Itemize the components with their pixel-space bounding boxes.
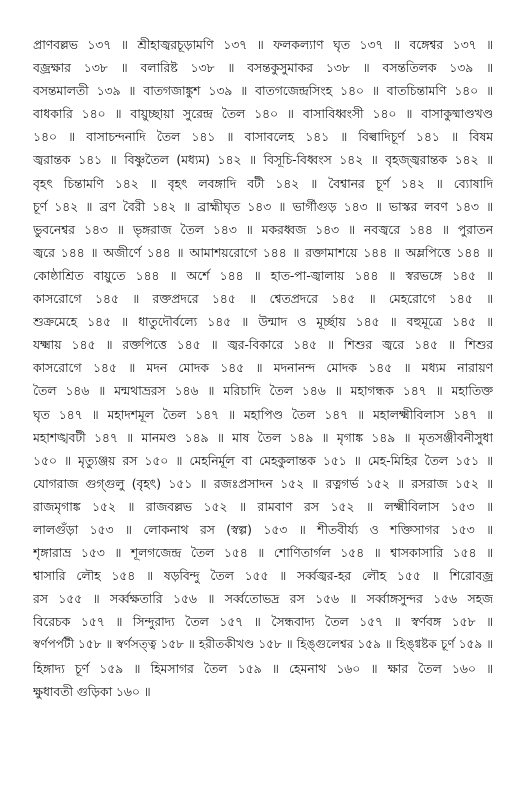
index-line: শুক্রমেহে ১৪৫ ॥ ধাতুদৌর্বল্যে ১৪৫ ॥ উন্মাদ ও মূর্চ্ছায় ১৪৫ ॥ বহুমূত্রে ১৪৫ ॥ [33,314,493,330]
index-line: লালগুঁড়া ১৫৩ ॥ লোকনাথ রস (স্বল্প) ১৫৩ ॥ শীতবীর্য্য ও শক্তিসাগর ১৫৩ ॥ [33,521,493,537]
index-line: বসন্তমালতী ১৩৯ ॥ বাতগজাঙ্কুশ ১৩৯ ॥ বাতগজেন্দ্রসিংহ ১৪০ ॥ বাতচিন্তামণি ১৪০ ॥ [33,83,493,99]
index-line: ১৫০ ॥ মৃত্যুঞ্জয় রস ১৫০ ॥ মেহনির্মূল বা মেহকুলান্তক ১৫১ ॥ মেহ-মিহির তৈল ১৫১ ॥ [33,452,493,468]
index-line: বজ্রক্ষার ১৩৮ ॥ বলারিষ্ট ১৩৮ ॥ বসন্তকুসুমাকর ১৩৮ ॥ বসন্ততিলক ১৩৯ ॥ [33,60,493,76]
index-line: যক্ষ্মায় ১৪৫ ॥ রক্তপিত্তে ১৪৫ ॥ জ্বর-বিকারে ১৪৫ ॥ শিশুর জ্বরে ১৪৫ ॥ শিশুর [33,337,493,353]
index-line: জ্বরে ১৪৪ ॥ অজীর্ণে ১৪৪ ॥ আমাশয়রোগে ১৪৪ ॥ রক্তামাশয়ে ১৪৪ ॥ অম্লপিত্তে ১৪৪ ॥ [33,244,493,260]
index-line: শ্বাসারি লৌহ ১৫৪ ॥ ষড়বিন্দু তৈল ১৫৫ ॥ সর্ব্বজ্বর-হর লৌহ ১৫৫ ॥ শিরোবজ্র [33,568,493,584]
index-line: বাধকারি ১৪০ ॥ বায়ুচ্ছায়া সুরেন্দ্র তৈল ১৪০ ॥ বাসাবিধ্বংসী ১৪০ ॥ বাসাকুষ্মাণ্ডখণ্ড [33,106,493,122]
index-line: বিরেচক ১৫৭ ॥ সিন্দুরাদ্য তৈল ১৫৭ ॥ সৈন্ধবাদ্য তৈল ১৫৭ ॥ স্বর্ণবঙ্গ ১৫৮ ॥ [33,614,493,630]
index-line: রস ১৫৫ ॥ সর্ব্বক্ষতারি ১৫৬ ॥ সর্ব্বতোভদ্র রস ১৫৬ ॥ সর্ব্বাঙ্গসুন্দর ১৫৬ সহজ [33,591,493,607]
index-line: ভুবনেশ্বর ১৪৩ ॥ ভৃঙ্গরাজ তৈল ১৪৩ ॥ মকরধ্বজ ১৪৩ ॥ নবজ্বরে ১৪৪ ॥ পুরাতন [33,221,493,237]
index-line: মহাশঙ্খবটী ১৪৭ ॥ মানমণ্ড ১৪৯ ॥ মাষ তৈল ১৪৯ ॥ মৃগাঙ্ক ১৪৯ ॥ মৃতসঞ্জীবনীসুধা [33,429,493,445]
index-line: যোগরাজ গুগ্গুলু (বৃহৎ) ১৫১ ॥ রজঃপ্রসাদন ১৫২ ॥ রত্নগর্ভ ১৫২ ॥ রসরাজ ১৫২ ॥ [33,475,493,491]
index-line: কাসরোগে ১৪৫ ॥ মদন মোদক ১৪৫ ॥ মদনানন্দ মোদক ১৪৫ ॥ মধ্যম নারায়ণ [33,360,493,376]
index-line: হিঙ্গাদ্য চূর্ণ ১৫৯ ॥ হিমসাগর তৈল ১৫৯ ॥ হেমনাথ ১৬০ ॥ ক্ষার তৈল ১৬০ ॥ [33,660,493,676]
index-line: ১৪০ ॥ বাসাচন্দনাদি তৈল ১৪১ ॥ বাসাবলেহ ১৪১ ॥ বিল্বাদিচূর্ণ ১৪১ ॥ বিষম [33,129,493,145]
index-line: কোষ্ঠাশ্রিত বায়ুতে ১৪৪ ॥ অর্শে ১৪৪ ॥ হাত-পা-জ্বালায় ১৪৪ ॥ স্বরভঙ্গে ১৪৫ ॥ [33,267,493,283]
index-line: জ্বরান্তক ১৪১ ॥ বিষ্ণুতৈল (মধ্যম) ১৪২ ॥ বিসূচি-বিধ্বংস ১৪২ ॥ বৃহজ্জ্বরান্তক ১৪২ ॥ [33,152,493,168]
index-line: চূর্ণ ১৪২ ॥ ব্রণ বৈরী ১৪২ ॥ ব্রাহ্মীঘৃত ১৪৩ ॥ ভার্গীগুড় ১৪৩ ॥ ভাস্কর লবণ ১৪৩ ॥ [33,198,493,214]
index-line: কাসরোগে ১৪৫ ॥ রক্তপ্রদরে ১৪৫ ॥ শ্বেতপ্রদরে ১৪৫ ॥ মেহরোগে ১৪৫ ॥ [33,291,493,307]
index-line: রাজমৃগাঙ্ক ১৫২ ॥ রাজবল্লভ ১৫২ ॥ রামবাণ রস ১৫২ ॥ লক্ষ্মীবিলাস ১৫৩ ॥ [33,498,493,514]
index-line-last: ক্ষুধাবতী গুড়িকা ১৬০ ॥ [33,683,151,699]
index-line: শৃঙ্গারাভ্র ১৫৩ ॥ শূলগজেন্দ্র তৈল ১৫৪ ॥ শোণিতার্গল ১৫৪ ॥ শ্বাসকাসারি ১৫৪ ॥ [33,545,493,561]
index-line: বৃহৎ চিন্তামণি ১৪২ ॥ বৃহৎ লবঙ্গাদি বটী ১৪২ ॥ বৈশ্বানর চূর্ণ ১৪২ ॥ ব্যোষাদি [33,175,493,191]
index-line: তৈল ১৪৬ ॥ মন্মথাভ্ররস ১৪৬ ॥ মরিচাদি তৈল ১৪৬ ॥ মহাগন্ধক ১৪৭ ॥ মহাতিক্ত [33,383,493,399]
index-line: স্বর্ণপর্পটী ১৫৮ ॥ স্বর্ণসত্ত্ব ১৫৮ ॥ হরীতকীখণ্ড ১৫৮ ॥ হিঙ্গুলেশ্বর ১৫৯ ॥ হিঙ্গ্বষ্টক চূর্ণ ১৫৯ ॥ [33,637,493,652]
index-line: ঘৃত ১৪৭ ॥ মহাদশমূল তৈল ১৪৭ ॥ মহাপিণ্ড তৈল ১৪৭ ॥ মহালক্ষ্মীবিলাস ১৪৭ ॥ [33,406,493,422]
index-page [33,33,493,703]
index-line: প্রাণবল্লভ ১৩৭ ॥ শ্রীহাজ্বরচূড়ামণি ১৩৭ ॥ ফলকল্যাণ ঘৃত ১৩৭ ॥ বঙ্গেশ্বর ১৩৭ ॥ [33,37,493,52]
